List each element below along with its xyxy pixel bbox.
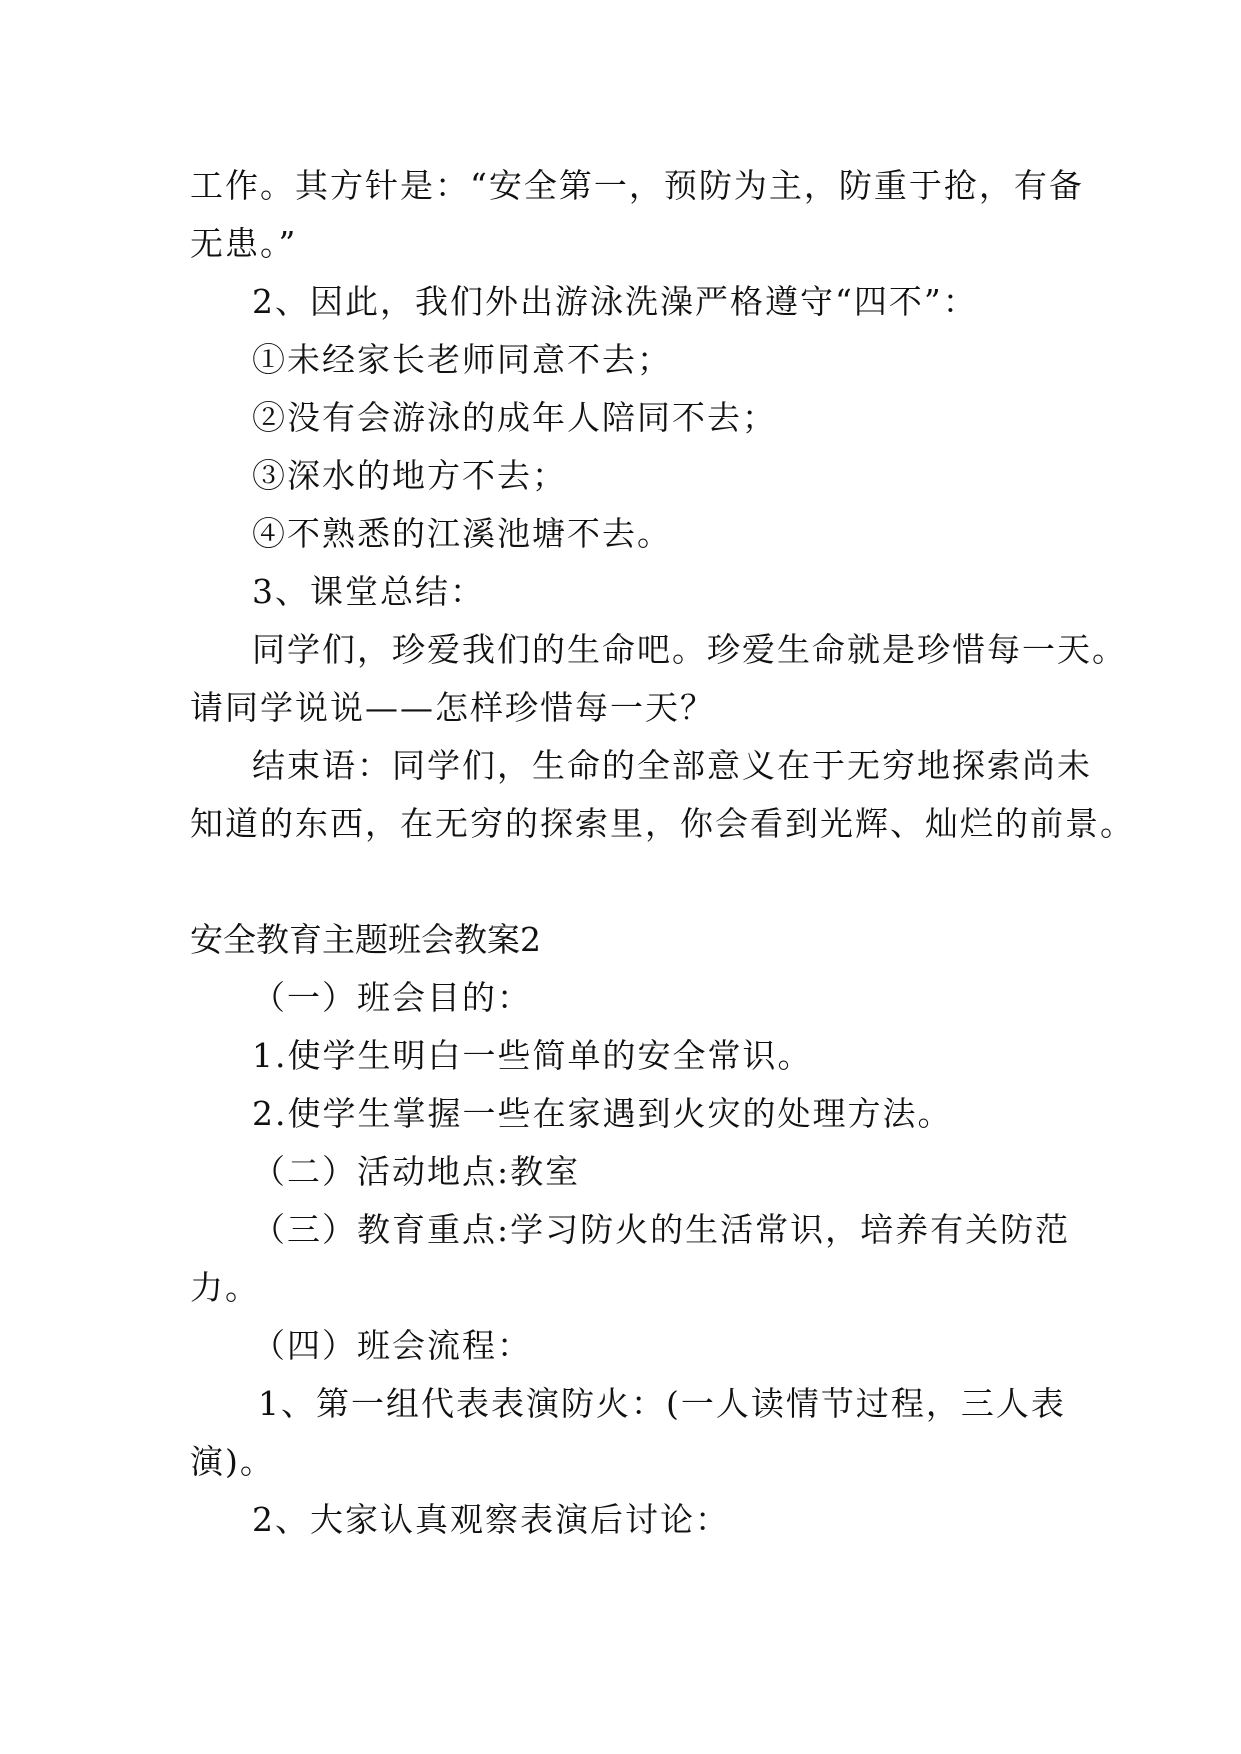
closing-remark-line-1: 结束语：同学们，生命的全部意义在于无穷地探索尚未 [252, 746, 1092, 785]
rule-item-3: ③深水的地方不去； [252, 456, 567, 495]
list-intro-four-rules: 2、因此，我们外出游泳洗澡严格遵守“四不”： [252, 282, 978, 321]
paragraph-line-policy-end: 无患。” [190, 224, 298, 263]
section-class-summary: 3、课堂总结： [252, 572, 485, 611]
closing-remark-line-2: 知道的东西，在无穷的探索里，你会看到光辉、灿烂的前景。 [190, 804, 1135, 843]
purpose-item-1: 1.使学生明白一些简单的安全常识。 [252, 1036, 813, 1075]
process-step-2: 2、大家认真观察表演后讨论： [252, 1500, 730, 1539]
heading-activity-location: （二）活动地点:教室 [252, 1152, 581, 1191]
rule-item-4: ④不熟悉的江溪池塘不去。 [252, 514, 672, 553]
rule-item-2: ②没有会游泳的成年人陪同不去； [252, 398, 777, 437]
education-focus-end: 力。 [190, 1268, 260, 1307]
process-step-1: 1、第一组代表表演防火：(一人读情节过程，三人表 [258, 1384, 1066, 1423]
heading-class-purpose: （一）班会目的： [252, 978, 532, 1017]
purpose-item-2: 2.使学生掌握一些在家遇到火灾的处理方法。 [252, 1094, 953, 1133]
summary-line-2: 请同学说说——怎样珍惜每一天？ [190, 688, 715, 727]
summary-line-1: 同学们，珍爱我们的生命吧。珍爱生命就是珍惜每一天。 [252, 630, 1127, 669]
heading-education-focus: （三）教育重点:学习防火的生活常识，培养有关防范 [252, 1210, 1071, 1249]
heading-class-process: （四）班会流程： [252, 1326, 532, 1365]
paragraph-line-policy: 工作。其方针是：“安全第一，预防为主，防重于抢，有备 [190, 166, 1084, 205]
rule-item-1: ①未经家长老师同意不去； [252, 340, 672, 379]
section-title: 安全教育主题班会教案2 [190, 920, 541, 959]
process-step-1-end: 演)。 [190, 1442, 275, 1481]
